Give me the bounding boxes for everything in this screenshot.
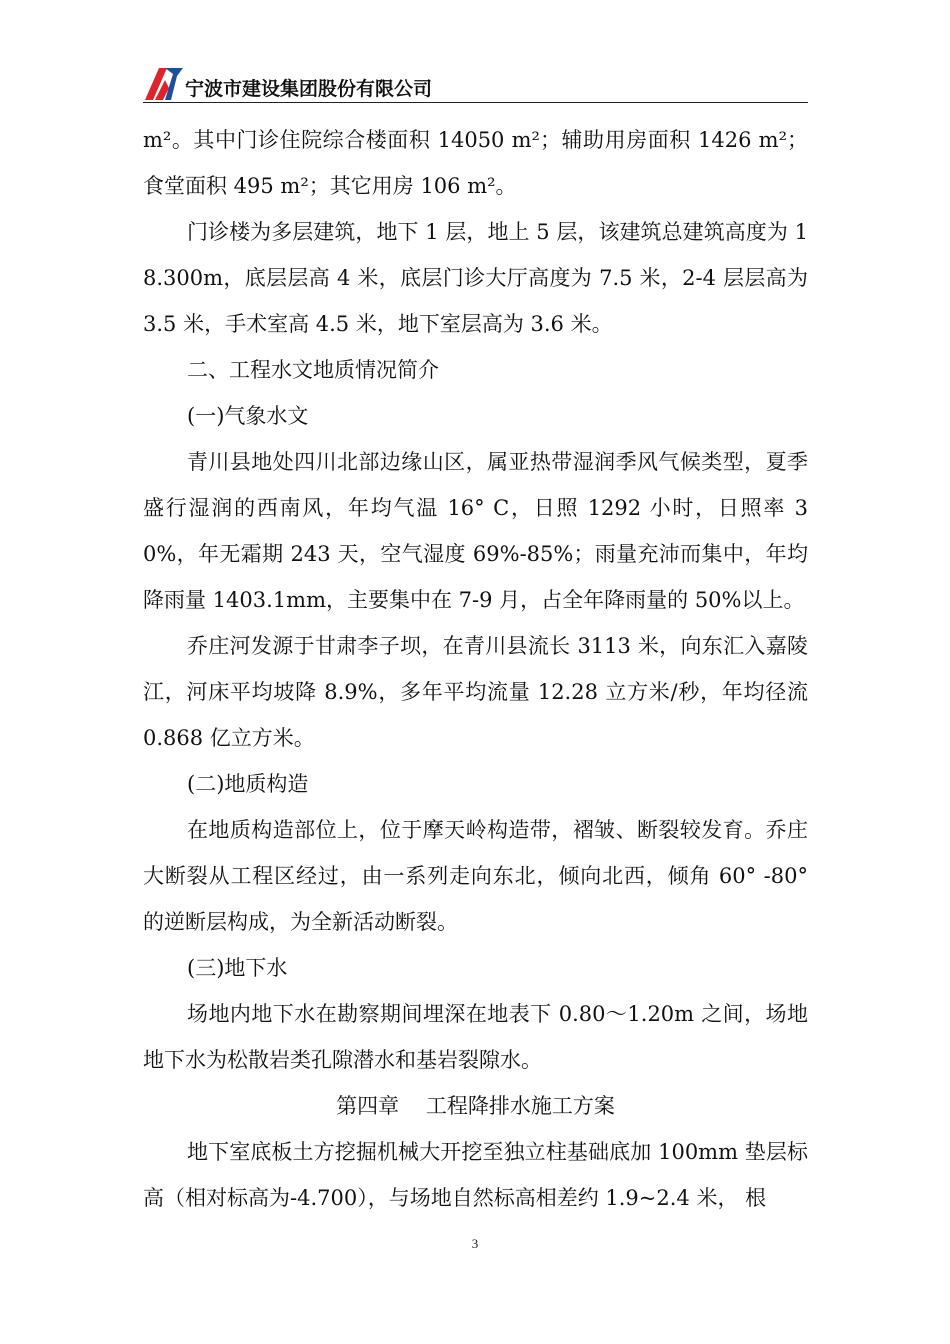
paragraph-building-description: 门诊楼为多层建筑，地下 1 层，地上 5 层，该建筑总建筑高度为 18.300m，底层层高 4 米，底层门诊大厅高度为 7.5 米，2-4 层层高为 3.5 米，手术室高 4.5 米，地下室层高为 3.6 米。 [143, 220, 808, 336]
page-number: 3 [471, 1236, 479, 1251]
paragraph-area-summary: m²。其中门诊住院综合楼面积 14050 m²；辅助用房面积 1426 m²；食堂面积 495 m²；其它用房 106 m²。 [143, 128, 808, 198]
paragraph-river: 乔庄河发源于甘肃李子坝，在青川县流长 3113 米，向东汇入嘉陵江，河床平均坡降 8.9%，多年平均流量 12.28 立方米/秒，年均径流 0.868 亿立方米。 [143, 634, 808, 750]
paragraph-groundwater: 场地内地下水在勘察期间埋深在地表下 0.80～1.20m 之间，场地地下水为松散岩类孔隙潜水和基岩裂隙水。 [143, 1002, 808, 1072]
document-body [143, 117, 808, 1221]
company-logo-icon [143, 66, 185, 102]
paragraph-excavation: 地下室底板土方挖掘机械大开挖至独立柱基础底加 100mm 垫层标高（相对标高为-4.700），与场地自然标高相差约 1.9~2.4 米， 根 [143, 1140, 808, 1210]
chapter-title: 第四章 工程降排水施工方案 [336, 1094, 615, 1118]
paragraph-geology: 在地质构造部位上，位于摩天岭构造带，褶皱、断裂较发育。乔庄大断裂从工程区经过，由一系列走向东北，倾向北西，倾角 60° -80° 的逆断层构成，为全新活动断裂。 [143, 818, 808, 934]
subheading-groundwater: (三)地下水 [187, 956, 288, 980]
paragraph-climate: 青川县地处四川北部边缘山区，属亚热带湿润季风气候类型，夏季盛行湿润的西南风，年均气温 16° C，日照 1292 小时，日照率 30%，年无霜期 243 天，空气湿度 69%-85%；雨量充沛而集中，年均降雨量 1403.1mm，主要集中在 7-9 月，占全年降雨量的 50%以上。 [143, 450, 808, 612]
subheading-geology: (二)地质构造 [187, 772, 309, 796]
section-heading-hydrogeology: 二、工程水文地质情况简介 [187, 358, 439, 382]
header-divider [143, 102, 808, 103]
company-name: 宁波市建设集团股份有限公司 [185, 78, 433, 100]
subheading-climate: (一)气象水文 [187, 404, 309, 428]
